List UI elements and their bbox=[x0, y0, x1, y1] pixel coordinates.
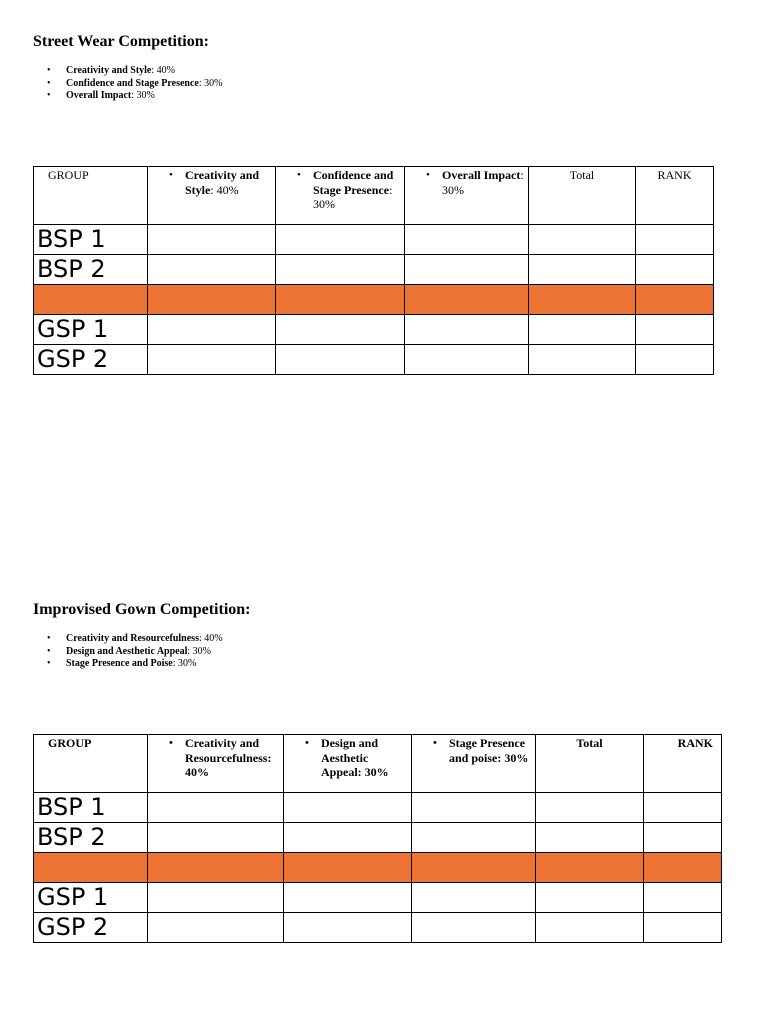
separator-cell bbox=[536, 853, 644, 883]
section-title-improvised-gown: Improvised Gown Competition: bbox=[33, 601, 251, 618]
score-cell[interactable] bbox=[412, 883, 536, 913]
score-cell[interactable] bbox=[276, 255, 405, 285]
criteria-header: • Overall Impact: 30% bbox=[405, 167, 529, 225]
total-cell[interactable] bbox=[529, 225, 636, 255]
criteria-item: • Design and Aesthetic Appeal: 30% bbox=[47, 646, 223, 659]
score-cell[interactable] bbox=[412, 823, 536, 853]
criteria-item: • Overall Impact: 30% bbox=[47, 90, 222, 103]
score-table-improvised-gown bbox=[33, 734, 722, 943]
score-cell[interactable] bbox=[405, 315, 529, 345]
separator-cell bbox=[148, 285, 276, 315]
group-name: GSP 2 bbox=[34, 345, 148, 375]
table-row bbox=[34, 793, 722, 823]
score-cell[interactable] bbox=[148, 255, 276, 285]
criteria-header: • Design and Aesthetic Appeal: 30% bbox=[284, 735, 412, 793]
rank-cell[interactable] bbox=[636, 345, 714, 375]
rank-cell[interactable] bbox=[644, 913, 722, 943]
score-cell[interactable] bbox=[148, 345, 276, 375]
separator-cell bbox=[276, 285, 405, 315]
score-cell[interactable] bbox=[405, 255, 529, 285]
criteria-list-street-wear bbox=[47, 65, 222, 103]
rank-cell[interactable] bbox=[644, 823, 722, 853]
group-name: BSP 1 bbox=[34, 793, 148, 823]
table-row bbox=[34, 913, 722, 943]
separator-cell bbox=[34, 285, 148, 315]
score-cell[interactable] bbox=[405, 225, 529, 255]
criteria-header: • Confidence and Stage Presence: 30% bbox=[276, 167, 405, 225]
total-cell[interactable] bbox=[529, 255, 636, 285]
section-title-street-wear: Street Wear Competition: bbox=[33, 33, 209, 50]
score-cell[interactable] bbox=[148, 823, 284, 853]
criteria-item: • Confidence and Stage Presence: 30% bbox=[47, 78, 222, 91]
table-row bbox=[34, 255, 714, 285]
separator-cell bbox=[636, 285, 714, 315]
table-row bbox=[34, 823, 722, 853]
rank-header: RANK bbox=[636, 167, 714, 225]
group-header: GROUP bbox=[34, 735, 148, 793]
group-name: GSP 1 bbox=[34, 315, 148, 345]
separator-cell bbox=[412, 853, 536, 883]
total-cell[interactable] bbox=[536, 913, 644, 943]
criteria-header: • Stage Presence and poise: 30% bbox=[412, 735, 536, 793]
score-cell[interactable] bbox=[148, 913, 284, 943]
score-cell[interactable] bbox=[284, 793, 412, 823]
table-header-row bbox=[34, 167, 714, 225]
separator-cell bbox=[644, 853, 722, 883]
criteria-item: • Creativity and Resourcefulness: 40% bbox=[47, 633, 223, 646]
score-cell[interactable] bbox=[412, 793, 536, 823]
total-cell[interactable] bbox=[536, 793, 644, 823]
score-cell[interactable] bbox=[284, 823, 412, 853]
group-name: GSP 2 bbox=[34, 913, 148, 943]
score-cell[interactable] bbox=[148, 883, 284, 913]
rank-cell[interactable] bbox=[636, 225, 714, 255]
group-name: GSP 1 bbox=[34, 883, 148, 913]
separator-row bbox=[34, 285, 714, 315]
separator-cell bbox=[284, 853, 412, 883]
score-table-street-wear bbox=[33, 166, 714, 375]
table-header-row bbox=[34, 735, 722, 793]
criteria-item: • Creativity and Style: 40% bbox=[47, 65, 222, 78]
table-row bbox=[34, 883, 722, 913]
criteria-list-improvised-gown bbox=[47, 633, 223, 671]
score-cell[interactable] bbox=[148, 315, 276, 345]
score-cell[interactable] bbox=[284, 883, 412, 913]
score-cell[interactable] bbox=[148, 225, 276, 255]
criteria-item: • Stage Presence and Poise: 30% bbox=[47, 658, 223, 671]
score-cell[interactable] bbox=[148, 793, 284, 823]
criteria-header: • Creativity and Resourcefulness: 40% bbox=[148, 735, 284, 793]
table-row bbox=[34, 225, 714, 255]
separator-row bbox=[34, 853, 722, 883]
group-name: BSP 2 bbox=[34, 255, 148, 285]
table-row bbox=[34, 345, 714, 375]
score-cell[interactable] bbox=[276, 225, 405, 255]
group-name: BSP 2 bbox=[34, 823, 148, 853]
group-name: BSP 1 bbox=[34, 225, 148, 255]
group-header: GROUP bbox=[34, 167, 148, 225]
total-cell[interactable] bbox=[536, 883, 644, 913]
score-cell[interactable] bbox=[412, 913, 536, 943]
rank-header: RANK bbox=[644, 735, 722, 793]
score-cell[interactable] bbox=[405, 345, 529, 375]
rank-cell[interactable] bbox=[636, 315, 714, 345]
total-cell[interactable] bbox=[536, 823, 644, 853]
total-header: Total bbox=[536, 735, 644, 793]
score-cell[interactable] bbox=[276, 345, 405, 375]
separator-cell bbox=[529, 285, 636, 315]
separator-cell bbox=[34, 853, 148, 883]
separator-cell bbox=[148, 853, 284, 883]
separator-cell bbox=[405, 285, 529, 315]
score-cell[interactable] bbox=[276, 315, 405, 345]
table-row bbox=[34, 315, 714, 345]
rank-cell[interactable] bbox=[644, 793, 722, 823]
rank-cell[interactable] bbox=[644, 883, 722, 913]
total-header: Total bbox=[529, 167, 636, 225]
rank-cell[interactable] bbox=[636, 255, 714, 285]
score-cell[interactable] bbox=[284, 913, 412, 943]
total-cell[interactable] bbox=[529, 315, 636, 345]
criteria-header: • Creativity and Style: 40% bbox=[148, 167, 276, 225]
total-cell[interactable] bbox=[529, 345, 636, 375]
